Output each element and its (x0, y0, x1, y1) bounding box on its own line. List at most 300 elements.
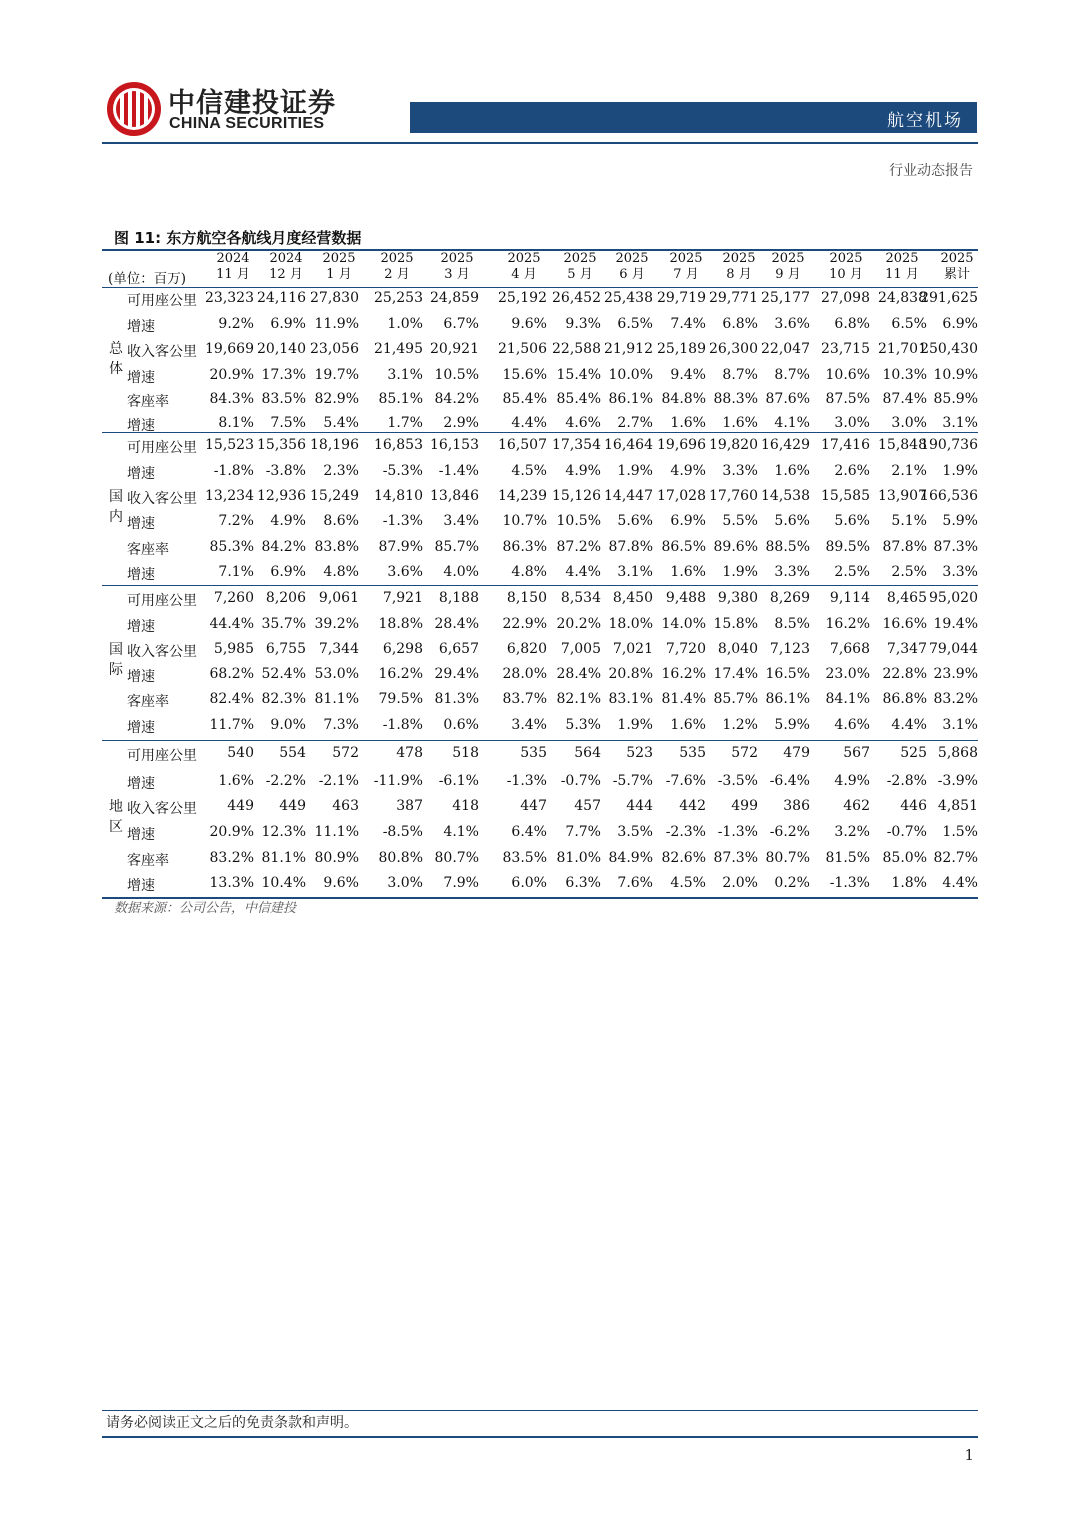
table-cell: 19,696 (657, 437, 706, 453)
table-cell: 21,506 (498, 341, 547, 357)
table-cell: 16.2% (661, 666, 706, 682)
table-cell: 24,116 (257, 290, 306, 306)
column-month: 累计 (943, 266, 970, 282)
table-cell: 7,260 (213, 590, 254, 606)
table-cell: 1.0% (387, 316, 423, 332)
table-cell: 554 (279, 745, 306, 761)
table-cell: 1.9% (617, 717, 653, 733)
table-cell: 17,028 (657, 488, 706, 504)
table-cell: 10.9% (933, 367, 978, 383)
table-cell: 85.1% (378, 391, 423, 407)
brand-name-cn: 中信建投证券 (168, 88, 336, 119)
column-year: 2025 (615, 251, 649, 266)
table-cell: 79,044 (929, 641, 978, 657)
table-cell: 8,188 (438, 590, 479, 606)
table-cell: 14,447 (604, 488, 653, 504)
row-metric-label: 增速 (127, 418, 155, 434)
table-cell: 9.6% (511, 316, 547, 332)
table-cell: 5.9% (942, 513, 978, 529)
column-year: 2025 (722, 251, 756, 266)
table-cell: 462 (843, 798, 870, 814)
table-cell: 6,755 (265, 641, 306, 657)
table-cell: 7,347 (886, 641, 927, 657)
table-cell: 15,126 (552, 488, 601, 504)
header-rule (102, 287, 978, 288)
table-cell: 86.5% (661, 539, 706, 555)
table-cell: 87.8% (882, 539, 927, 555)
table-cell: 87.4% (882, 391, 927, 407)
row-metric-label: 客座率 (127, 394, 169, 410)
table-cell: 87.9% (378, 539, 423, 555)
table-cell: 9,114 (829, 590, 870, 606)
table-cell: 8.6% (323, 513, 359, 529)
table-cell: 387 (396, 798, 423, 814)
table-cell: 8.5% (774, 616, 810, 632)
table-cell: 1.9% (617, 463, 653, 479)
table-cell: 8,465 (886, 590, 927, 606)
table-cell: 82.6% (661, 850, 706, 866)
table-cell: 83.7% (502, 691, 547, 707)
table-cell: 23,323 (205, 290, 254, 306)
table-cell: 52.4% (261, 666, 306, 682)
table-cell: 5.6% (834, 513, 870, 529)
table-cell: 21,495 (374, 341, 423, 357)
table-cell: 572 (731, 745, 758, 761)
table-cell: 84.9% (608, 850, 653, 866)
row-metric-label: 收入客公里 (127, 344, 197, 360)
table-cell: 18.8% (378, 616, 423, 632)
row-metric-label: 收入客公里 (127, 491, 197, 507)
table-cell: 25,177 (761, 290, 810, 306)
table-cell: 19,820 (709, 437, 758, 453)
table-cell: 16,853 (374, 437, 423, 453)
row-metric-label: 可用座公里 (127, 593, 197, 609)
table-cell: 3.0% (834, 415, 870, 431)
table-cell: 4.8% (323, 564, 359, 580)
column-month: 1 月 (326, 266, 352, 282)
column-month: 5 月 (567, 266, 593, 282)
table-cell: 17,354 (552, 437, 601, 453)
table-cell: -2.3% (665, 824, 706, 840)
table-cell: 20.9% (209, 367, 254, 383)
column-month: 2 月 (384, 266, 410, 282)
row-metric-label: 收入客公里 (127, 644, 197, 660)
table-cell: 83.8% (314, 539, 359, 555)
table-cell: 5.4% (323, 415, 359, 431)
disclaimer: 请务必阅读正文之后的免责条款和声明。 (106, 1415, 358, 1431)
table-cell: 82.1% (556, 691, 601, 707)
row-metric-label: 增速 (127, 878, 155, 894)
table-cell: 1.6% (218, 773, 254, 789)
table-cell: 4.9% (670, 463, 706, 479)
table-cell: 7,021 (612, 641, 653, 657)
table-cell: 15.8% (713, 616, 758, 632)
row-metric-label: 增速 (127, 567, 155, 583)
table-cell: 9.3% (565, 316, 601, 332)
table-cell: 5.5% (722, 513, 758, 529)
table-cell: 444 (626, 798, 653, 814)
table-cell: 10.5% (556, 513, 601, 529)
table-cell: 84.2% (261, 539, 306, 555)
table-cell: 2.3% (323, 463, 359, 479)
table-cell: 21,912 (604, 341, 653, 357)
table-cell: 7.6% (617, 875, 653, 891)
table-cell: 1.9% (942, 463, 978, 479)
brand-name-en: CHINA SECURITIES (169, 115, 325, 132)
table-cell: 84.3% (209, 391, 254, 407)
unit-label: (单位：百万) (108, 271, 187, 287)
table-cell: 81.0% (556, 850, 601, 866)
table-cell: -11.9% (373, 773, 423, 789)
table-cell: 1.6% (722, 415, 758, 431)
table-cell: 24,838 (878, 290, 927, 306)
table-cell: 1.6% (670, 415, 706, 431)
column-month: 8 月 (726, 266, 752, 282)
table-cell: 7,344 (318, 641, 359, 657)
table-cell: 13,907 (878, 488, 927, 504)
table-cell: 8,206 (265, 590, 306, 606)
table-cell: 4.6% (834, 717, 870, 733)
table-cell: 29,771 (709, 290, 758, 306)
table-cell: 16,153 (430, 437, 479, 453)
column-year: 2025 (885, 251, 919, 266)
table-cell: 1.5% (942, 824, 978, 840)
table-cell: 449 (227, 798, 254, 814)
table-cell: 5.1% (891, 513, 927, 529)
table-cell: 535 (520, 745, 547, 761)
table-cell: 2.9% (443, 415, 479, 431)
table-cell: 6.5% (891, 316, 927, 332)
table-cell: -0.7% (560, 773, 601, 789)
table-cell: 10.4% (261, 875, 306, 891)
row-metric-label: 增速 (127, 319, 155, 335)
table-cell: 4.4% (891, 717, 927, 733)
table-cell: 15.4% (556, 367, 601, 383)
table-cell: 82.3% (261, 691, 306, 707)
row-metric-label: 增速 (127, 776, 155, 792)
table-cell: 523 (626, 745, 653, 761)
table-cell: 83.1% (608, 691, 653, 707)
table-cell: 27,098 (821, 290, 870, 306)
table-cell: 7,668 (829, 641, 870, 657)
table-cell: 4.4% (511, 415, 547, 431)
row-metric-label: 可用座公里 (127, 748, 197, 764)
table-cell: 564 (574, 745, 601, 761)
table-cell: 14.0% (661, 616, 706, 632)
table-cell: 25,192 (498, 290, 547, 306)
group-label: 地区 (109, 799, 123, 835)
table-cell: 12,936 (257, 488, 306, 504)
table-cell: 10.3% (882, 367, 927, 383)
table-cell: -6.2% (769, 824, 810, 840)
table-cell: -0.7% (886, 824, 927, 840)
table-cell: 4.4% (565, 564, 601, 580)
table-cell: 7,921 (382, 590, 423, 606)
table-cell: -1.3% (382, 513, 423, 529)
table-cell: 13.3% (209, 875, 254, 891)
table-cell: 6.8% (722, 316, 758, 332)
table-cell: 27,830 (310, 290, 359, 306)
table-cell: 6.3% (565, 875, 601, 891)
table-cell: 19.4% (933, 616, 978, 632)
table-cell: 29.4% (434, 666, 479, 682)
table-cell: 83.5% (502, 850, 547, 866)
section-banner (410, 102, 977, 133)
table-cell: 89.5% (825, 539, 870, 555)
table-cell: 81.5% (825, 850, 870, 866)
table-cell: 19.7% (314, 367, 359, 383)
table-cell: 7,720 (665, 641, 706, 657)
table-cell: 16.2% (825, 616, 870, 632)
table-cell: 1.6% (670, 564, 706, 580)
table-cell: 5.6% (774, 513, 810, 529)
row-metric-label: 可用座公里 (127, 440, 197, 456)
table-cell: 7.5% (270, 415, 306, 431)
table-cell: 535 (679, 745, 706, 761)
table-cell: 3.3% (722, 463, 758, 479)
table-cell: 7,123 (769, 641, 810, 657)
row-metric-label: 增速 (127, 516, 155, 532)
table-cell: 3.1% (617, 564, 653, 580)
table-cell: 83.2% (933, 691, 978, 707)
table-cell: 22.9% (502, 616, 547, 632)
table-cell: 3.1% (942, 415, 978, 431)
table-cell: 4,851 (937, 798, 978, 814)
table-cell: 446 (900, 798, 927, 814)
table-cell: 3.3% (942, 564, 978, 580)
table-cell: 386 (783, 798, 810, 814)
table-cell: 81.3% (434, 691, 479, 707)
table-cell: 5.9% (774, 717, 810, 733)
table-cell: 7,005 (560, 641, 601, 657)
table-cell: 11.1% (314, 824, 359, 840)
table-cell: 85.7% (713, 691, 758, 707)
table-cell: 4.9% (270, 513, 306, 529)
table-cell: 83.5% (261, 391, 306, 407)
table-cell: 85.3% (209, 539, 254, 555)
footer-divider (102, 1410, 978, 1411)
table-cell: 4.9% (834, 773, 870, 789)
table-cell: 84.8% (661, 391, 706, 407)
data-source: 数据来源：公司公告，中信建投 (114, 901, 297, 916)
column-month: 4 月 (511, 266, 537, 282)
table-cell: 449 (279, 798, 306, 814)
column-header (309, 251, 369, 282)
table-cell: 20.9% (209, 824, 254, 840)
table-cell: -1.8% (213, 463, 254, 479)
table-cell: -1.8% (382, 717, 423, 733)
group-label: 总体 (109, 341, 123, 377)
table-cell: 1.6% (670, 717, 706, 733)
table-cell: -7.6% (665, 773, 706, 789)
table-cell: 22.8% (882, 666, 927, 682)
table-cell: 23,715 (821, 341, 870, 357)
table-cell: 81.1% (314, 691, 359, 707)
table-cell: -1.3% (506, 773, 547, 789)
table-cell: 26,300 (709, 341, 758, 357)
table-cell: 25,253 (374, 290, 423, 306)
table-cell: 79.5% (378, 691, 423, 707)
table-cell: 11.7% (209, 717, 254, 733)
column-header (816, 251, 876, 282)
table-cell: 20,921 (430, 341, 479, 357)
table-cell: 25,438 (604, 290, 653, 306)
table-cell: 83.2% (209, 850, 254, 866)
table-cell: 14,239 (498, 488, 547, 504)
table-cell: 457 (574, 798, 601, 814)
table-cell: 9.6% (323, 875, 359, 891)
table-cell: 53.0% (314, 666, 359, 682)
table-cell: 95,020 (929, 590, 978, 606)
column-month: 3 月 (444, 266, 470, 282)
table-cell: 3.5% (617, 824, 653, 840)
table-cell: 7.1% (218, 564, 254, 580)
table-cell: 16,464 (604, 437, 653, 453)
table-cell: 21,701 (878, 341, 927, 357)
table-cell: 23.0% (825, 666, 870, 682)
table-cell: 80.8% (378, 850, 423, 866)
table-cell: 0.6% (443, 717, 479, 733)
table-cell: 87.3% (713, 850, 758, 866)
table-cell: 3.1% (942, 717, 978, 733)
table-cell: 2.0% (722, 875, 758, 891)
table-cell: -2.1% (318, 773, 359, 789)
table-cell: 9.2% (218, 316, 254, 332)
table-cell: 4.8% (511, 564, 547, 580)
table-cell: 16,429 (761, 437, 810, 453)
section-rule (102, 585, 978, 586)
table-cell: 82.7% (933, 850, 978, 866)
column-header (927, 251, 987, 282)
table-cell: -3.8% (265, 463, 306, 479)
table-cell: 28.0% (502, 666, 547, 682)
column-header (494, 251, 554, 282)
table-cell: 8,450 (612, 590, 653, 606)
table-cell: 6.8% (834, 316, 870, 332)
table-cell: 20,140 (257, 341, 306, 357)
column-year: 2025 (669, 251, 703, 266)
table-cell: 291,625 (920, 290, 978, 306)
table-cell: 3.3% (774, 564, 810, 580)
table-cell: 81.1% (261, 850, 306, 866)
table-cell: 6,298 (382, 641, 423, 657)
table-cell: 6,820 (506, 641, 547, 657)
table-cell: 14,810 (374, 488, 423, 504)
table-cell: 15.6% (502, 367, 547, 383)
table-cell: 19,669 (205, 341, 254, 357)
table-cell: 25,189 (657, 341, 706, 357)
column-header (656, 251, 716, 282)
table-cell: 3.6% (387, 564, 423, 580)
table-cell: 4.1% (443, 824, 479, 840)
table-cell: 81.4% (661, 691, 706, 707)
table-cell: 6.9% (942, 316, 978, 332)
table-cell: 15,523 (205, 437, 254, 453)
column-year: 2024 (216, 251, 250, 266)
table-cell: 15,249 (310, 488, 359, 504)
table-cell: 2.5% (891, 564, 927, 580)
table-cell: 499 (731, 798, 758, 814)
column-month: 6 月 (619, 266, 645, 282)
table-cell: 44.4% (209, 616, 254, 632)
table-cell: 13,234 (205, 488, 254, 504)
table-cell: 7.2% (218, 513, 254, 529)
table-cell: 5,985 (213, 641, 254, 657)
table-cell: 28.4% (434, 616, 479, 632)
column-year: 2025 (322, 251, 356, 266)
table-cell: 2.5% (834, 564, 870, 580)
table-cell: 16.6% (882, 616, 927, 632)
table-cell: 85.7% (434, 539, 479, 555)
row-metric-label: 客座率 (127, 694, 169, 710)
page-number: 1 (964, 1446, 974, 1464)
column-header (367, 251, 427, 282)
table-cell: -2.8% (886, 773, 927, 789)
table-cell: 14,538 (761, 488, 810, 504)
table-cell: 418 (452, 798, 479, 814)
table-cell: 479 (783, 745, 810, 761)
column-month: 10 月 (829, 266, 863, 282)
table-cell: 4.4% (942, 875, 978, 891)
column-year: 2025 (563, 251, 597, 266)
column-year: 2025 (380, 251, 414, 266)
table-cell: 478 (396, 745, 423, 761)
table-cell: -3.9% (937, 773, 978, 789)
table-cell: 6.9% (670, 513, 706, 529)
table-cell: 16.2% (378, 666, 423, 682)
table-cell: 10.7% (502, 513, 547, 529)
table-cell: 87.3% (933, 539, 978, 555)
table-cell: -1.3% (829, 875, 870, 891)
table-cell: 86.3% (502, 539, 547, 555)
header-divider (102, 142, 978, 144)
table-cell: 28.4% (556, 666, 601, 682)
table-cell: 29,719 (657, 290, 706, 306)
table-cell: 86.8% (882, 691, 927, 707)
table-cell: 82.4% (209, 691, 254, 707)
column-header (203, 251, 263, 282)
table-cell: 8.7% (722, 367, 758, 383)
column-year: 2025 (507, 251, 541, 266)
table-cell: 80.7% (765, 850, 810, 866)
table-cell: -1.3% (717, 824, 758, 840)
table-cell: 4.1% (774, 415, 810, 431)
table-cell: 87.6% (765, 391, 810, 407)
table-cell: 572 (332, 745, 359, 761)
table-cell: 1.2% (722, 717, 758, 733)
table-cell: 2.7% (617, 415, 653, 431)
table-cell: 4.0% (443, 564, 479, 580)
table-cell: 86.1% (608, 391, 653, 407)
table-cell: 80.9% (314, 850, 359, 866)
column-month: 7 月 (673, 266, 699, 282)
table-cell: -6.4% (769, 773, 810, 789)
table-cell: 20.8% (608, 666, 653, 682)
column-header (758, 251, 818, 282)
column-year: 2025 (829, 251, 863, 266)
column-header (550, 251, 610, 282)
table-cell: 22,047 (761, 341, 810, 357)
table-cell: 8,534 (560, 590, 601, 606)
table-cell: 5.3% (565, 717, 601, 733)
table-cell: 1.8% (891, 875, 927, 891)
table-cell: 5.6% (617, 513, 653, 529)
table-cell: 6,657 (438, 641, 479, 657)
table-cell: 8.7% (774, 367, 810, 383)
column-month: 12 月 (269, 266, 303, 282)
table-cell: 10.6% (825, 367, 870, 383)
column-header (427, 251, 487, 282)
